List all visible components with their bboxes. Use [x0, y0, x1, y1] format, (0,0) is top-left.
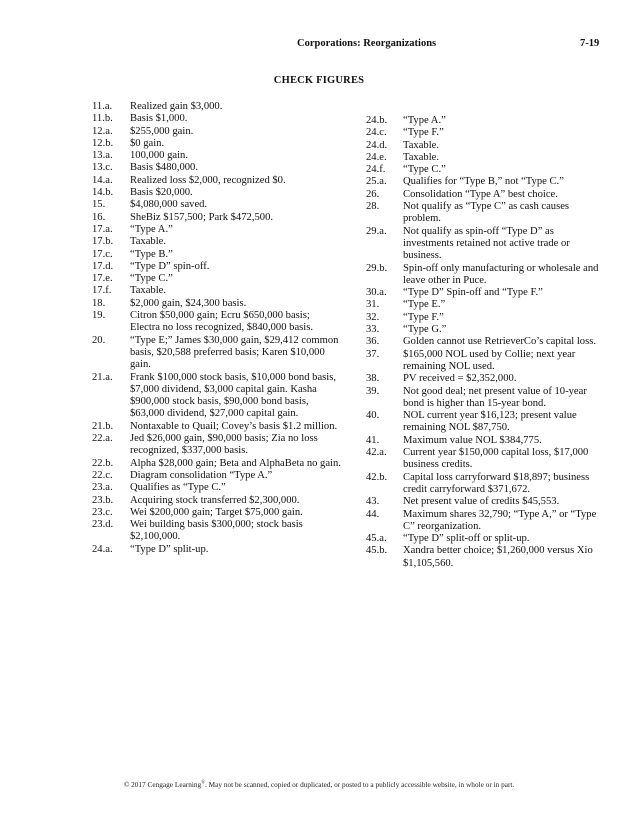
check-figure-item	[366, 164, 602, 176]
check-figure-item	[366, 176, 602, 188]
item-text: Not good deal; net present value of 10-year bond is higher than 15-year bond.	[403, 385, 587, 409]
item-number: 40.	[366, 410, 380, 422]
item-text: $4,080,000 saved.	[130, 199, 208, 211]
item-text: $2,000 gain, $24,300 basis.	[130, 297, 247, 309]
check-figure-item	[92, 236, 342, 248]
item-number: 11.a.	[92, 101, 113, 112]
item-text: Frank $100,000 stock basis, $10,000 bond basis, $7,000 dividend, $3,000 capital gain. Kasha $900,000 stock basis, $90,000 bond basis, $63,000 dividend, $27,000 capital gain.	[130, 371, 336, 420]
item-number: 17.b.	[92, 236, 114, 248]
check-figure-item	[92, 261, 342, 273]
check-figure-item	[366, 410, 602, 435]
check-figure-item	[366, 287, 602, 299]
check-figure-item	[366, 545, 602, 570]
check-figure-item	[366, 189, 602, 201]
item-text: “Type A.”	[403, 115, 446, 126]
item-number: 23.a.	[92, 482, 113, 494]
item-text: PV received = $2,352,000.	[403, 373, 517, 385]
check-figure-item	[92, 519, 342, 544]
item-text: “Type E;” James $30,000 gain, $29,412 common basis, $20,588 preferred basis; Karen $10,000 gain.	[130, 334, 339, 371]
check-figure-item	[92, 212, 342, 224]
item-number: 37.	[366, 348, 380, 360]
item-text: Jed $26,000 gain, $90,000 basis; Zia no loss recognized, $337,000 basis.	[130, 433, 318, 457]
item-text: Spin-off only manufacturing or wholesale and leave other in Puce.	[403, 262, 599, 286]
item-number: 28.	[366, 201, 380, 213]
item-text: Current year $150,000 capital loss, $17,000 business credits.	[403, 447, 589, 471]
section-heading: CHECK FIGURES	[273, 75, 365, 86]
item-text: Alpha $28,000 gain; Beta and AlphaBeta no gain.	[130, 457, 341, 469]
check-figure-item	[366, 386, 602, 411]
item-number: 14.a.	[92, 174, 113, 186]
check-figure-item	[92, 433, 342, 458]
check-figure-item	[92, 458, 342, 470]
item-number: 44.	[366, 508, 380, 520]
item-number: 39.	[366, 385, 380, 397]
check-figure-item	[92, 199, 342, 211]
item-number: 11.b.	[92, 113, 113, 125]
item-text: Capital loss carryforward $18,897; business credit carryforward $371,672.	[403, 471, 590, 495]
item-text: “Type D” spin-off.	[130, 260, 210, 272]
check-figure-item	[92, 470, 342, 482]
item-text: Golden cannot use RetrieverCo’s capital loss.	[403, 336, 596, 348]
check-figure-item	[366, 447, 602, 472]
item-text: “Type A.”	[130, 223, 173, 235]
item-text: “Type E.”	[403, 299, 446, 311]
item-number: 16.	[92, 211, 106, 223]
check-figure-item	[92, 101, 342, 113]
check-figure-item	[366, 336, 602, 348]
check-figure-item	[92, 482, 342, 494]
item-number: 24.e.	[366, 151, 387, 163]
copyright-prefix: © 2017 Cengage Learning	[123, 780, 202, 789]
check-figure-item	[92, 150, 342, 162]
check-figure-item	[92, 187, 342, 199]
registered-mark: ®	[201, 780, 206, 786]
item-number: 32.	[366, 311, 380, 323]
check-figure-item	[92, 224, 342, 236]
item-number: 29.a.	[366, 225, 387, 237]
item-text: Basis $480,000.	[130, 162, 198, 174]
check-figure-item	[92, 421, 342, 433]
item-text: “Type F.”	[403, 127, 444, 139]
item-number: 17.a.	[92, 223, 113, 235]
item-number: 43.	[366, 496, 380, 508]
item-number: 42.a.	[366, 447, 387, 459]
check-figure-item	[366, 496, 602, 508]
item-number: 12.a.	[92, 125, 113, 137]
check-figure-item	[366, 509, 602, 534]
item-number: 33.	[366, 324, 380, 336]
item-number: 36.	[366, 336, 380, 348]
item-text: Realized loss $2,000, recognized $0.	[130, 174, 286, 186]
check-figure-item	[366, 373, 602, 385]
right-column	[366, 115, 602, 570]
item-number: 22.b.	[92, 457, 114, 469]
item-text: “Type C.”	[130, 273, 173, 285]
check-figure-item	[92, 138, 342, 150]
item-text: Maximum shares 32,790; “Type A,” or “Type C” reorganization.	[403, 508, 597, 532]
item-text: “Type D” split-up.	[130, 543, 209, 555]
item-number: 14.b.	[92, 187, 114, 199]
check-figure-item	[366, 140, 602, 152]
item-text: Basis $1,000.	[130, 113, 188, 125]
item-number: 19.	[92, 310, 106, 322]
item-text: Realized gain $3,000.	[130, 101, 223, 112]
item-number: 22.a.	[92, 433, 113, 445]
item-number: 26.	[366, 188, 380, 200]
item-text: Diagram consolidation “Type A.”	[130, 469, 273, 481]
item-text: $255,000 gain.	[130, 125, 194, 137]
left-column	[92, 101, 342, 556]
check-figure-item	[92, 113, 342, 125]
item-text: Wei $200,000 gain; Target $75,000 gain.	[130, 506, 303, 518]
item-text: Taxable.	[130, 236, 167, 248]
item-text: SheBiz $157,500; Park $472,500.	[130, 211, 274, 223]
item-text: 100,000 gain.	[130, 150, 188, 162]
item-text: “Type C.”	[403, 164, 446, 176]
item-text: Maximum value NOL $384,775.	[403, 434, 542, 446]
check-figure-item	[366, 226, 602, 263]
check-figure-item	[366, 201, 602, 226]
item-text: Xandra better choice; $1,260,000 versus Xio $1,105,560.	[403, 545, 593, 569]
item-text: Qualifies for “Type B,” not “Type C.”	[403, 176, 564, 188]
check-figure-item	[92, 544, 342, 556]
check-figure-item	[92, 298, 342, 310]
item-number: 12.b.	[92, 137, 114, 149]
item-number: 20.	[92, 334, 106, 346]
item-number: 41.	[366, 434, 380, 446]
item-text: Basis $20,000.	[130, 187, 193, 199]
check-figure-item	[366, 127, 602, 139]
item-text: Wei building basis $300,000; stock basis $2,100,000.	[130, 519, 303, 543]
item-text: Net present value of credits $45,553.	[403, 496, 560, 508]
item-text: “Type F.”	[403, 311, 444, 323]
item-number: 38.	[366, 373, 380, 385]
item-number: 18.	[92, 297, 106, 309]
check-figure-item	[92, 507, 342, 519]
item-number: 24.a.	[92, 543, 113, 555]
item-text: “Type G.”	[403, 324, 447, 336]
item-text: Acquiring stock transferred $2,300,000.	[130, 494, 300, 506]
item-number: 25.a.	[366, 176, 387, 188]
item-number: 42.b.	[366, 471, 388, 483]
check-figure-item	[366, 312, 602, 324]
item-number: 23.c.	[92, 506, 113, 518]
item-number: 30.a.	[366, 287, 387, 299]
item-number: 24.f.	[366, 164, 386, 176]
chapter-title: Corporations: Reorganizations	[297, 38, 437, 49]
item-text: “Type B.”	[130, 248, 173, 260]
check-figure-item	[92, 162, 342, 174]
check-figure-item	[366, 299, 602, 311]
check-figure-item	[92, 249, 342, 261]
item-number: 21.b.	[92, 420, 114, 432]
item-text: Qualifies as “Type C.”	[130, 482, 226, 494]
check-figure-item	[366, 472, 602, 497]
check-figure-item	[366, 152, 602, 164]
check-figure-item	[92, 126, 342, 138]
item-number: 17.d.	[92, 260, 114, 272]
item-text: $0 gain.	[130, 137, 165, 149]
item-number: 22.c.	[92, 469, 113, 481]
check-figure-item	[92, 285, 342, 297]
item-number: 17.c.	[92, 248, 113, 260]
item-text: Not qualify as spin-off “Type D” as investments retained not active trade or business.	[403, 225, 570, 262]
item-number: 23.b.	[92, 494, 114, 506]
item-text: “Type D” Spin-off and “Type F.”	[403, 287, 543, 299]
item-number: 23.d.	[92, 519, 114, 531]
check-figure-item	[366, 263, 602, 288]
item-number: 45.a.	[366, 533, 387, 545]
item-text: Taxable.	[403, 139, 440, 151]
item-number: 24.c.	[366, 127, 387, 139]
item-number: 21.a.	[92, 371, 113, 383]
check-figure-item	[92, 310, 342, 335]
check-figure-item	[366, 435, 602, 447]
item-text: Taxable.	[130, 285, 167, 297]
check-figure-item	[92, 335, 342, 372]
check-figure-item	[92, 372, 342, 421]
item-number: 24.b.	[366, 115, 388, 126]
item-text: $165,000 NOL used by Collie; next year remaining NOL used.	[403, 348, 576, 372]
page-number: 7-19	[580, 38, 600, 49]
item-number: 17.e.	[92, 273, 113, 285]
copyright-suffix: . May not be scanned, copied or duplicated, or posted to a publicly accessible website, in whole or in part.	[205, 780, 515, 789]
item-text: “Type D” split-off or split-up.	[403, 533, 530, 545]
check-figure-item	[366, 533, 602, 545]
check-figure-item	[366, 115, 602, 127]
item-text: NOL current year $16,123; present value remaining NOL $87,750.	[403, 410, 577, 434]
check-figure-item	[366, 324, 602, 336]
item-number: 17.f.	[92, 285, 112, 297]
item-text: Not qualify as “Type C” as cash causes problem.	[403, 201, 570, 225]
check-figure-item	[92, 273, 342, 285]
item-number: 45.b.	[366, 545, 388, 557]
item-number: 13.a.	[92, 150, 113, 162]
check-figure-item	[92, 495, 342, 507]
item-number: 29.b.	[366, 262, 388, 274]
check-figure-item	[366, 349, 602, 374]
item-number: 13.c.	[92, 162, 113, 174]
check-figure-item	[92, 175, 342, 187]
copyright-footer	[0, 780, 638, 789]
item-number: 31.	[366, 299, 380, 311]
item-text: Taxable.	[403, 151, 440, 163]
item-text: Nontaxable to Quail; Covey’s basis $1.2 million.	[130, 420, 338, 432]
item-number: 24.d.	[366, 139, 388, 151]
item-number: 15.	[92, 199, 106, 211]
item-text: Consolidation “Type A” best choice.	[403, 188, 558, 200]
item-text: Citron $50,000 gain; Ecru $650,000 basis; Electra no loss recognized, $840,000 basis.	[130, 310, 313, 334]
